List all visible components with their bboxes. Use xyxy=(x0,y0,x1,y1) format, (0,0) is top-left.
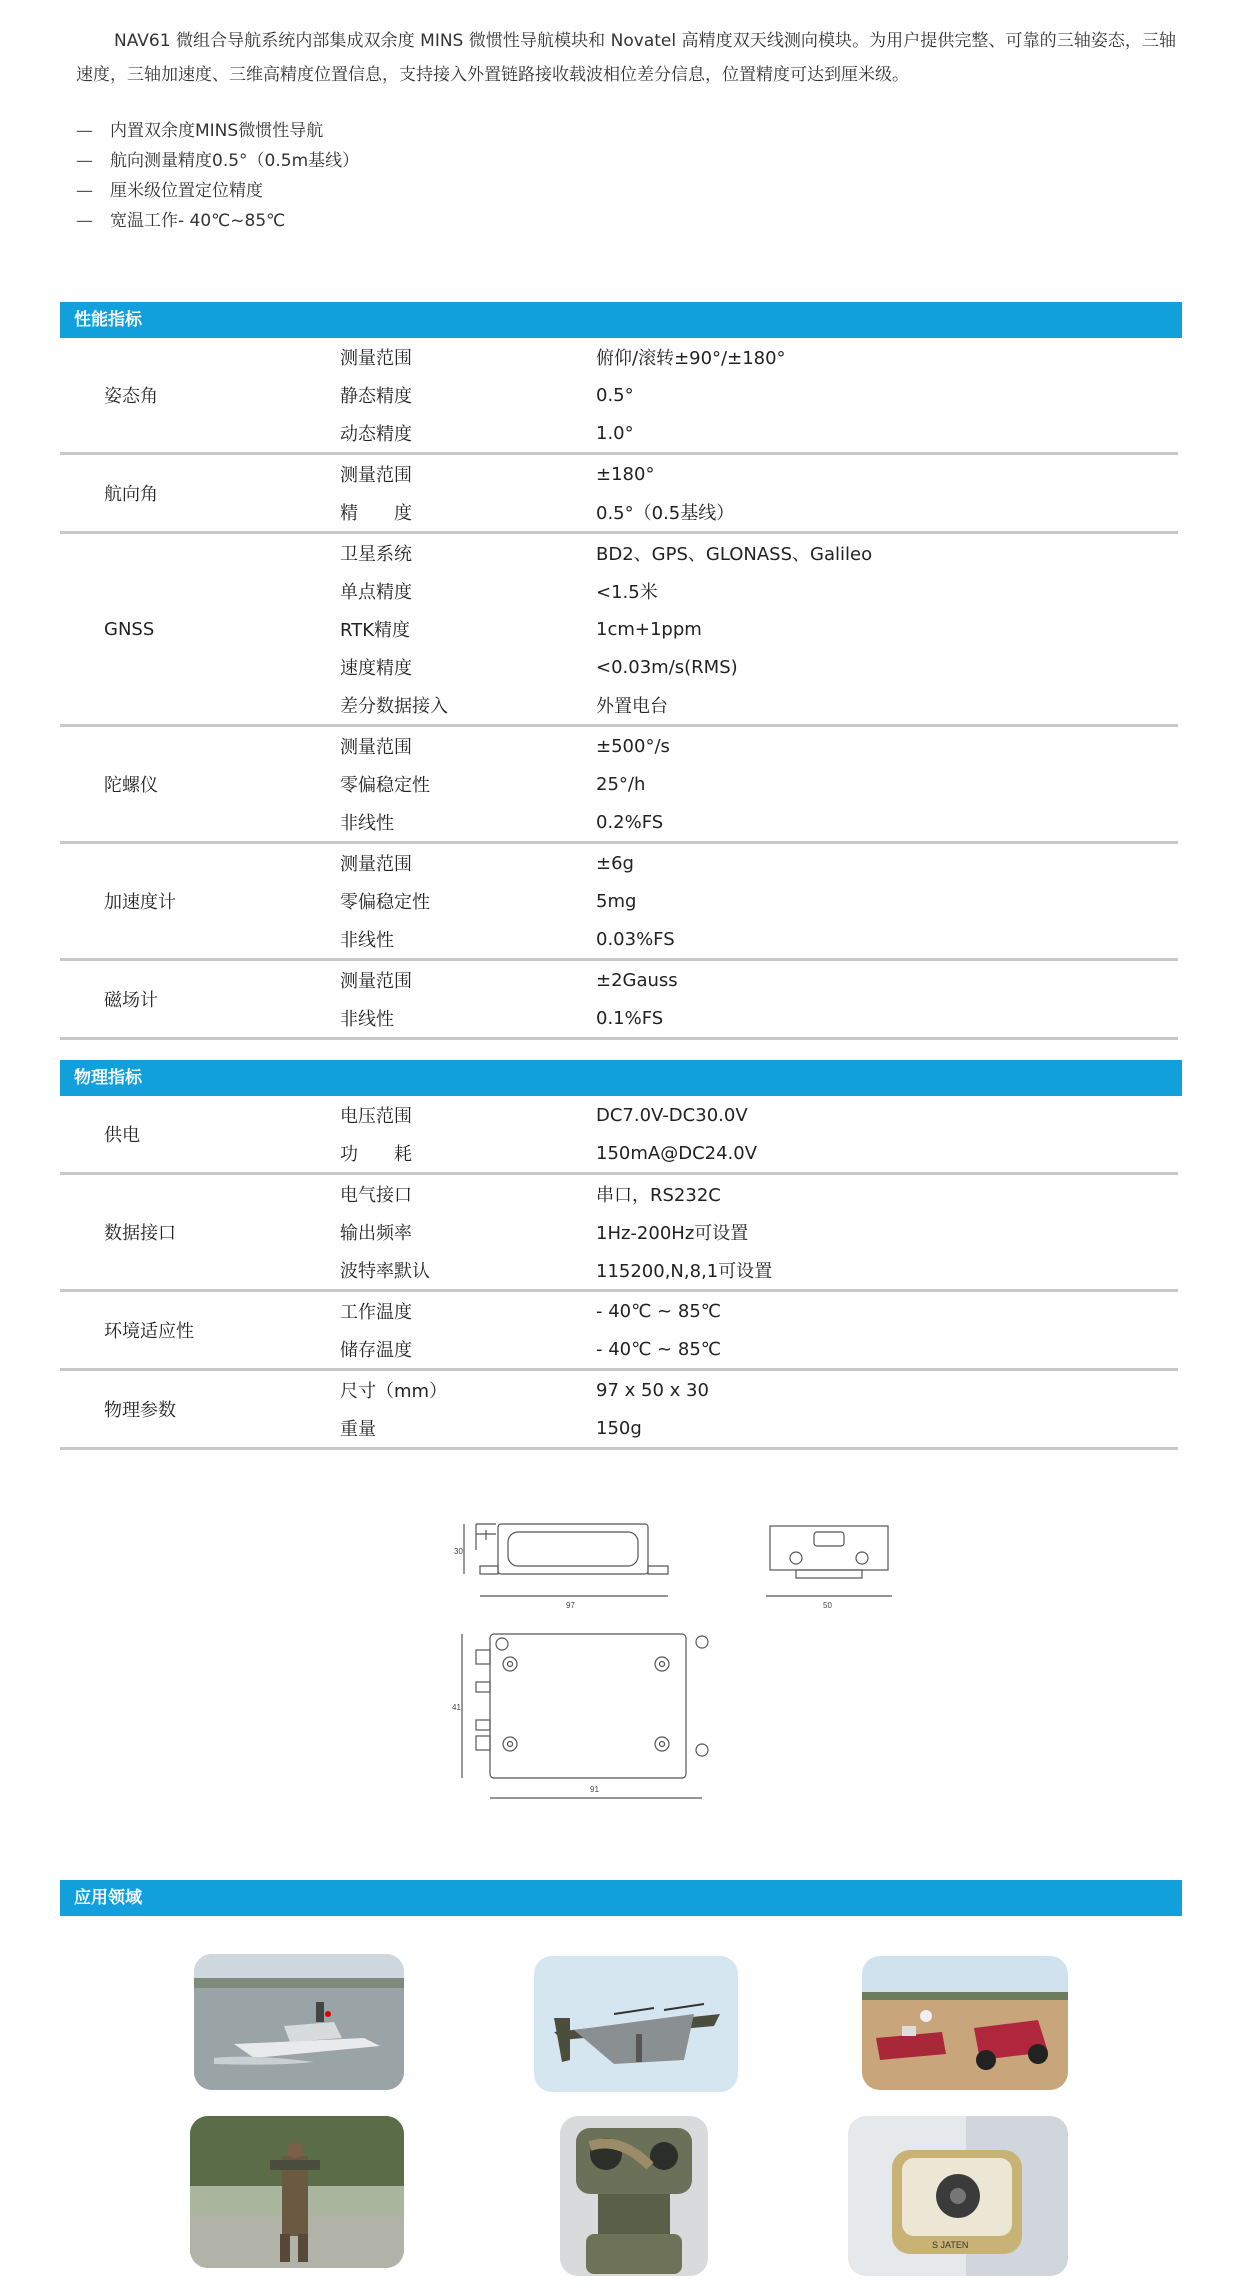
dash: — xyxy=(76,211,93,231)
spec-value: - 40℃ ~ 85℃ xyxy=(596,1338,721,1360)
soldier-photo xyxy=(190,2116,404,2268)
spec-group-label: 加速度计 xyxy=(104,892,176,913)
spec-item: 差分数据接入 xyxy=(340,696,448,717)
table-row xyxy=(330,1292,1178,1330)
table-row xyxy=(330,882,1178,920)
spec-value: 1Hz-200Hz可设置 xyxy=(596,1223,749,1244)
spec-group-label: 供电 xyxy=(104,1125,140,1146)
table-row xyxy=(330,727,1178,765)
spec-item: 功 耗 xyxy=(340,1144,412,1165)
spec-value: 115200,N,8,1可设置 xyxy=(596,1261,773,1282)
spec-item: 测量范围 xyxy=(340,854,412,875)
spec-value: ±2Gauss xyxy=(596,969,678,991)
gimbal-photo xyxy=(560,2116,708,2276)
spec-group-label: 陀螺仪 xyxy=(104,775,158,796)
dim-top-width: 91 xyxy=(590,1785,599,1794)
spec-value: 97 x 50 x 30 xyxy=(596,1379,709,1401)
spec-group xyxy=(60,961,1178,1040)
spec-item: 测量范围 xyxy=(340,971,412,992)
spec-value: <1.5米 xyxy=(596,582,658,603)
spec-item: 测量范围 xyxy=(340,737,412,758)
intro-paragraph: NAV61 微组合导航系统内部集成双余度 MINS 微惯性导航模块和 Novatel 高精度双天线测向模块。为用户提供完整、可靠的三轴姿态，三轴速度，三轴加速度、三维高精度位置信息，支持接入外置链路接收载波相位差分信息，位置精度可达到厘米级。 xyxy=(76,31,1176,85)
dash: — xyxy=(76,181,93,201)
performance-header: 性能指标 xyxy=(60,302,1182,338)
table-row xyxy=(330,1096,1178,1134)
spec-group xyxy=(60,844,1178,961)
spec-item: 电气接口 xyxy=(340,1185,412,1206)
spec-value: DC7.0V-DC30.0V xyxy=(596,1104,748,1126)
spec-value: <0.03m/s(RMS) xyxy=(596,656,738,678)
spec-value: ±6g xyxy=(596,852,634,874)
table-row xyxy=(330,376,1178,414)
intro-section xyxy=(76,24,1176,92)
spec-group-label: 环境适应性 xyxy=(104,1321,194,1342)
device-label: S JATEN xyxy=(932,2240,969,2250)
table-row xyxy=(330,610,1178,648)
spec-item: 动态精度 xyxy=(340,424,412,445)
spec-value: 0.5° xyxy=(596,384,634,406)
dash: — xyxy=(76,121,93,141)
table-row xyxy=(330,1213,1178,1251)
spec-item: 测量范围 xyxy=(340,348,412,369)
dash: — xyxy=(76,151,93,171)
table-row xyxy=(330,414,1178,452)
agri-robot-photo xyxy=(862,1956,1068,2090)
table-row xyxy=(330,920,1178,958)
spec-value: 25°/h xyxy=(596,773,646,795)
spec-group-label: 航向角 xyxy=(104,484,158,505)
spec-value: 0.2%FS xyxy=(596,811,664,833)
spec-item: 单点精度 xyxy=(340,582,412,603)
dim-side-height: 30 xyxy=(454,1547,463,1556)
spec-item: 输出频率 xyxy=(340,1223,412,1244)
drone-photo xyxy=(534,1956,738,2092)
spec-item: 卫星系统 xyxy=(340,544,412,565)
spec-group xyxy=(60,1371,1178,1450)
spec-group xyxy=(60,727,1178,844)
dim-side-width: 97 xyxy=(566,1601,575,1610)
spec-item: 尺寸（mm） xyxy=(340,1381,448,1402)
spec-group-label: 姿态角 xyxy=(104,386,158,407)
spec-group-label: 物理参数 xyxy=(104,1400,176,1421)
spec-group xyxy=(60,455,1178,534)
spec-group-label: GNSS xyxy=(104,618,155,640)
list-item: — 航向测量精度0.5°（0.5m基线） xyxy=(76,146,776,176)
table-row xyxy=(330,765,1178,803)
spec-item: RTK精度 xyxy=(340,620,410,641)
spec-value: ±500°/s xyxy=(596,735,670,757)
spec-group-label: 数据接口 xyxy=(104,1223,176,1244)
boat-photo xyxy=(194,1954,404,2090)
spec-item: 电压范围 xyxy=(340,1106,412,1127)
table-row xyxy=(330,1330,1178,1368)
spec-group-label: 磁场计 xyxy=(104,990,158,1011)
table-row xyxy=(330,1409,1178,1447)
spec-value: 1cm+1ppm xyxy=(596,618,702,640)
spec-item: 精 度 xyxy=(340,503,412,524)
spec-item: 非线性 xyxy=(340,1009,394,1030)
spec-value: 0.5°（0.5基线） xyxy=(596,503,735,524)
table-row xyxy=(330,1175,1178,1213)
table-row xyxy=(330,844,1178,882)
table-row xyxy=(330,648,1178,686)
physical-header: 物理指标 xyxy=(60,1060,1182,1096)
physical-table xyxy=(60,1096,1178,1450)
spec-item: 零偏稳定性 xyxy=(340,892,430,913)
spec-value: 0.03%FS xyxy=(596,928,675,950)
table-row xyxy=(330,686,1178,724)
spec-value: 外置电台 xyxy=(596,696,668,717)
spec-item: 储存温度 xyxy=(340,1340,412,1361)
dim-end-width: 50 xyxy=(823,1601,832,1610)
list-item: — 内置双余度MINS微惯性导航 xyxy=(76,116,776,146)
spec-value: 5mg xyxy=(596,890,637,912)
dim-top-height: 41 xyxy=(452,1703,461,1712)
spec-value: 俯仰/滚转±90°/±180° xyxy=(596,348,786,369)
spec-value: 1.0° xyxy=(596,422,634,444)
table-row xyxy=(330,338,1178,376)
table-row xyxy=(330,961,1178,999)
performance-table xyxy=(60,338,1178,1040)
spec-item: 速度精度 xyxy=(340,658,412,679)
table-row xyxy=(330,803,1178,841)
table-row xyxy=(330,1134,1178,1172)
spec-item: 测量范围 xyxy=(340,465,412,486)
feature-list xyxy=(76,116,776,236)
spec-item: 非线性 xyxy=(340,813,394,834)
table-row xyxy=(330,572,1178,610)
spec-item: 零偏稳定性 xyxy=(340,775,430,796)
spec-group xyxy=(60,338,1178,455)
spec-item: 工作温度 xyxy=(340,1302,412,1323)
table-row xyxy=(330,534,1178,572)
list-item: — 宽温工作- 40℃~85℃ xyxy=(76,206,776,236)
spec-value: ±180° xyxy=(596,463,655,485)
spec-value: - 40℃ ~ 85℃ xyxy=(596,1300,721,1322)
table-row xyxy=(330,455,1178,493)
spec-value: 150mA@DC24.0V xyxy=(596,1142,758,1164)
table-row xyxy=(330,1251,1178,1289)
device-photo xyxy=(848,2116,1068,2276)
table-row xyxy=(330,1371,1178,1409)
list-item: — 厘米级位置定位精度 xyxy=(76,176,776,206)
spec-group xyxy=(60,1292,1178,1371)
spec-value: 串口，RS232C xyxy=(596,1185,721,1206)
spec-group xyxy=(60,534,1178,727)
dimension-drawing xyxy=(440,1510,900,1810)
spec-item: 非线性 xyxy=(340,930,394,951)
spec-value: BD2、GPS、GLONASS、Galileo xyxy=(596,544,873,565)
spec-group xyxy=(60,1175,1178,1292)
spec-value: 0.1%FS xyxy=(596,1007,664,1029)
table-row xyxy=(330,493,1178,531)
applications-header: 应用领域 xyxy=(60,1880,1182,1916)
spec-item: 重量 xyxy=(340,1419,376,1440)
table-row xyxy=(330,999,1178,1037)
spec-item: 波特率默认 xyxy=(340,1261,430,1282)
spec-value: 150g xyxy=(596,1417,642,1439)
spec-group xyxy=(60,1096,1178,1175)
spec-item: 静态精度 xyxy=(340,386,412,407)
